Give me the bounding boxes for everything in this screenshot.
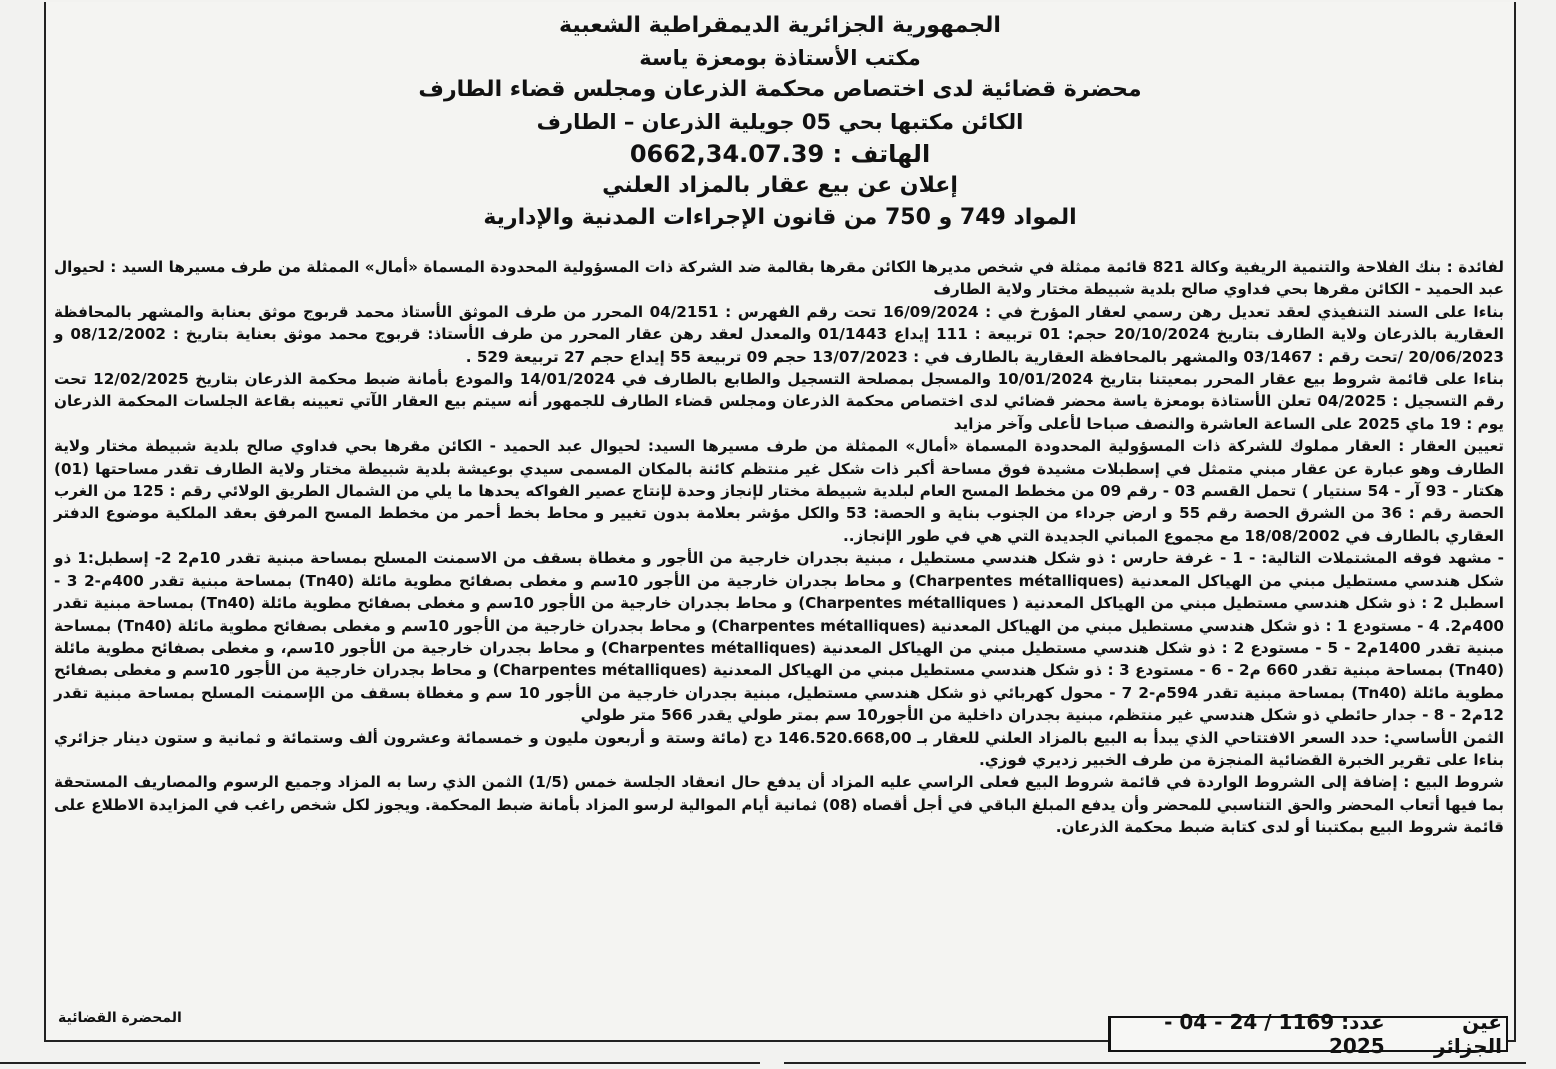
- announcement-title: إعلان عن بيع عقار بالمزاد العلني: [602, 173, 958, 198]
- sale-conditions-paragraph: شروط البيع : إضافة إلى الشروط الواردة في قائمة شروط البيع فعلى الراسي عليه المزاد أن يدفع حال انعقاد الجلسة خمس (1/5) الثمن الذي رسا به المزاد وجميع الرسوم والمصاريف المستحقة بما فيها أتعاب المحضر والحق التناسبي للمحضر وأن يدفع المبلغ الباقي في أجل أقصاه (08) ثمانية أيام الموالية لرسو المزاد بأمانة ضبط المحكمة. ويجوز لكل شخص راغب في المزايدة الاطلاع على قائمة شروط البيع بمكتبنا أو لدى كتابة ضبط محكمة الذرعان.: [54, 773, 1504, 837]
- newspaper-name: عين الجزائر: [1433, 1010, 1502, 1058]
- sale-notice-paragraph: بناءا على قائمة شروط بيع عقار المحرر بمعيتنا بتاريخ 10/01/2024 والمسجل بمصلحة التسجيل والطابع بالطارف في 14/01/2024 والمودع بأمانة ضبط محكمة الذرعان بتاريخ 12/02/2025 تحت رقم التسجيل : 04/2025 تعلن الأستاذة بومعزة ياسة محضر قضائي لدى اختصاص محكمة الذرعان ومجلس قضاء الطارف للجمهور أنه سيتم بيع العقار الآتي تعيينه بقاعة الجلسات المحكمة الذرعان يوم : 19 ماي 2025 على الساعة العاشرة والنصف صباحا لأعلى وآخر مزايد: [54, 370, 1504, 433]
- issue-number-date: عدد: 1169 / 24 - 04 - 2025: [1164, 1010, 1385, 1058]
- court-jurisdiction: محضرة قضائية لدى اختصاص محكمة الذرعان ومجلس قضاء الطارف: [418, 77, 1142, 102]
- announcement-header: [46, 10, 1514, 234]
- bottom-divider-right: [784, 1062, 1526, 1064]
- office-name: مكتب الأستاذة بومعزة ياسة: [639, 46, 921, 70]
- signer-label: المحضرة القضائية: [58, 1010, 182, 1026]
- property-components-paragraph: - مشهد فوقه المشتملات التالية: - 1 - غرفة حارس : ذو شكل هندسي مستطيل ، مبنية بجدران خارجية من الأجور و مغطاة بسقف من الاسمنت المسلح بمساحة مبنية تقدر 10م2 2- إسطبل:1 ذو شكل هندسي مستطيل مبني من الهياكل المعدنية (Charpentes métalliques) و محاط بجدران خارجية من الأجور 10سم و مغطى بصفائح مطوية مائلة (Tn40) بمساحة مبنية تقدر 400م-2 3 - اسطبل 2 : ذو شكل هندسي مستطيل مبني من الهياكل المعدنية ( Charpentes métalliques) و محاط بجدران خارجية من الأجور 10سم و مغطى بصفائح مطوية مائلة (Tn40) بمساحة مبنية تقدر 400م2. 4 - مستودع 1 : ذو شكل هندسي مستطيل مبني من الهياكل المعدنية (Charpentes métalliques) و محاط بجدران خارجية من الأجور 10سم و مغطى بصفائح مطوية مائلة (Tn40) بمساحة مبنية تقدر 1400م2 - 5 - مستودع 2 : ذو شكل هندسي مستطيل مبني من الهياكل المعدنية (Charpentes métalliques) و محاط بجدران خارجية من الأجور 10سم، و مغطى بصفائح مطوية مائلة (Tn40) بمساحة مبنية تقدر 660 م2 - 6 - مستودع 3 : ذو شكل هندسي مستطيل مبني من الهياكل المعدنية (Charpentes métalliques) و محاط بجدران خارجية من الأجور 10سم و مغطى بصفائح مطوية مائلة (Tn40) بمساحة مبنية تقدر 594م-2 7 - محول كهربائي ذو شكل هندسي مستطيل، مبنية بجدران خارجية من الأجور 10 سم و مغطاة بسقف من الإسمنت المسلح بمساحة مبنية تقدر 12م2 - 8 - جدار حائطي ذو شكل هندسي غير منتظم، مبنية بجدران داخلية من الأجور10 سم بمتر طولي يقدر 566 متر طولي: [54, 549, 1505, 725]
- office-phone: الهاتف : 0662,34.07.39: [629, 140, 931, 168]
- executive-title-paragraph: بناءا على السند التنفيذي لعقد تعديل رهن رسمي لعقار المؤرخ في : 16/09/2024 تحت رقم الفهرس : 04/2151 المحرر من طرف الموثق الأستاذ محمد قربوج موثق بعنابة والمشهر بالمحافظة العقارية بالذرعان ولاية الطارف بتاريخ 20/10/2024 حجم: 01 تربيعة : 111 إيداع 01/1443 والمعدل لعقد رهن عقار المحرر من طرف الأستاذ: قربوج محمد موثق بعناية بتاريخ : 08/12/2002 و 20/06/2023 /تحت رقم : 03/1467 والمشهر بالمحافظة العقارية بالطارف في : 13/07/2023 حجم 09 تربيعة 55 إيداع حجم 27 تربيعة 529 .: [54, 302, 1504, 366]
- announcement-body: [54, 256, 1504, 839]
- base-price-paragraph: الثمن الأساسي: حدد السعر الافتتاحي الذي يبدأ به البيع بالمزاد العلني للعقار بـ 146.520.668,00 دج (مائة وستة و أربعون مليون و خمسمائة وعشرون ألف وستمائة و ثمانية و ستون دينار جزائري بناءا على تقرير الخبرة القضائية المنجزة من طرف الخبير زديري فوزي.: [54, 728, 1504, 769]
- announcement-frame: [44, 2, 1516, 1042]
- newspaper-reference: [1108, 1010, 1508, 1058]
- legal-articles: المواد 749 و 750 من قانون الإجراءات المدنية والإدارية: [483, 205, 1077, 230]
- property-designation-paragraph: تعيين العقار : العقار مملوك للشركة ذات المسؤولية المحدودة المسماة «أمال» الممثلة من طرف مسيرها السيد: لحيوال عبد الحميد - الكائن مقرها بحي فداوي صالح بلدية شبيطة مختار ولاية الطارف وهو عبارة عن عقار مبني متمثل في إسطبلات مشيدة فوق مساحة أكبر ذات شكل غير منتظم كائنة بالمكان المسمى سيدي بوعيشة بلدية شبيطة مختار ولاية الطارف تقدر مساحتها (01) هكتار - 93 آر - 54 سنتيار ) تحمل القسم 03 - رقم 09 من مخطط المسح العام لبلدية شبيطة مختار لإنجاز وحدة لإنتاج عصير الفواكه يحدها ما يلي من الشمال الطريق الولائي رقم : 125 من الغرب الحصة رقم : 36 من الشرق الحصة رقم 55 و ارض جرداء من الجنوب بناية و الحصة: 53 والكل مؤشر بعلامة بدون تغيير و محاط بخط أحمر من مخطط المسح المرفق بعقد الملكية موضوع الدفتر العقاري بالطارف في 18/08/2002 مع مجموع المباني الجديدة التي هي في طور الإنجاز..: [54, 437, 1505, 545]
- republic-title: الجمهورية الجزائرية الديمقراطية الشعبية: [559, 13, 1001, 38]
- bottom-divider-left: [0, 1062, 760, 1064]
- beneficiary-paragraph: لفائدة : بنك الفلاحة والتنمية الريفية وكالة 821 قائمة ممثلة في شخص مديرها الكائن مقرها بقالمة ضد الشركة ذات المسؤولية المحدودة المسماة «أمال» الممثلة من طرف مسيرها السيد : لحيوال عبد الحميد - الكائن مقرها بحي فداوي صالح بلدية شبيطة مختار ولاية الطارف: [54, 258, 1505, 299]
- office-address: الكائن مكتبها بحي 05 جويلية الذرعان – الطارف: [536, 110, 1024, 134]
